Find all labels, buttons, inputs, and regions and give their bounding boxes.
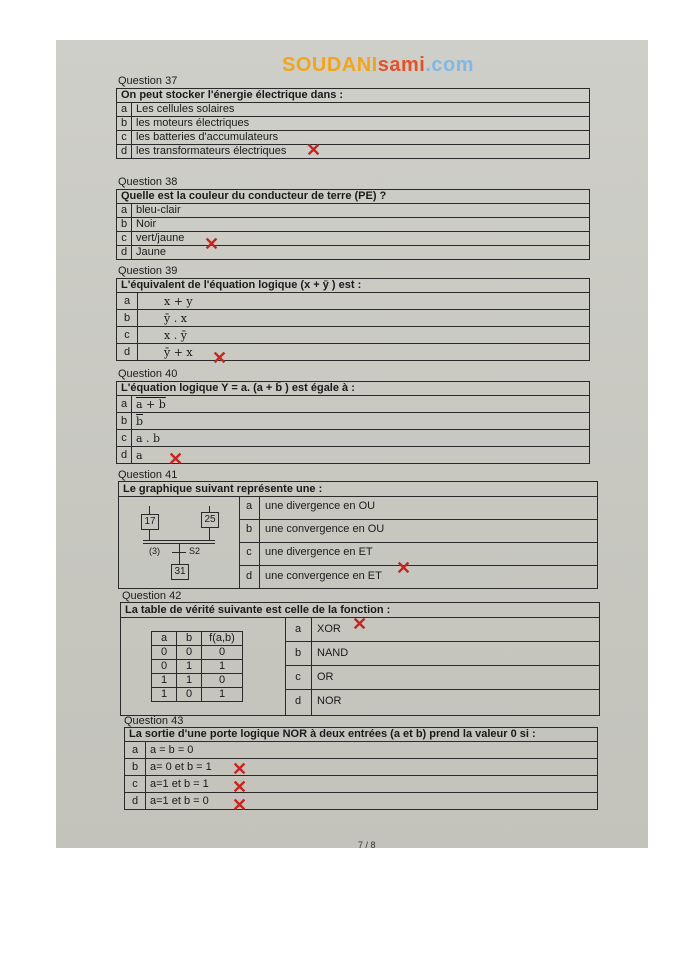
option-letter: c	[125, 776, 146, 793]
option-letter: d	[117, 344, 138, 361]
question-40-table	[116, 381, 590, 464]
option-letter: d	[117, 145, 132, 159]
grafcet-step: 25	[201, 512, 219, 528]
option-row[interactable]	[117, 246, 590, 260]
answer-mark-icon: ✕	[352, 614, 368, 634]
link-line	[149, 506, 150, 514]
exam-sheet	[56, 40, 648, 848]
logo-part-1: SOUDANI	[282, 54, 378, 76]
option-text: $\overline{b}$	[132, 413, 590, 430]
option-text[interactable]: NOR	[317, 695, 342, 707]
option-text: x + y	[138, 293, 590, 310]
question-39-table	[116, 278, 590, 361]
option-text: bleu-clair	[132, 204, 590, 218]
option-row[interactable]	[117, 327, 590, 344]
truth-table-cell: 0	[152, 660, 177, 674]
option-letter: a	[245, 500, 253, 512]
option-text: x . ȳ	[138, 327, 590, 344]
option-letter: d	[117, 246, 132, 260]
option-text: Les cellules solaires	[132, 103, 590, 117]
answer-mark-icon: ✕	[232, 777, 248, 797]
option-letter: d	[245, 570, 253, 582]
question-41-label: Question 41	[118, 469, 178, 481]
option-row[interactable]	[125, 759, 598, 776]
answer-mark-icon: ✕	[396, 558, 412, 578]
option-letter: b	[117, 413, 132, 430]
answer-mark-icon: ✕	[212, 348, 228, 368]
answer-mark-icon: ✕	[232, 759, 248, 779]
question-37-header: On peut stocker l'énergie électrique dans :	[117, 89, 590, 103]
option-text: a	[132, 447, 590, 464]
option-letter: d	[117, 447, 132, 464]
option-text: a = b = 0	[146, 742, 598, 759]
option-letter: c	[117, 232, 132, 246]
question-37-table	[116, 88, 590, 159]
option-letter: a	[117, 293, 138, 310]
option-text: Jaune	[132, 246, 590, 260]
option-text[interactable]: une convergence en OU	[265, 523, 385, 535]
option-row[interactable]	[117, 310, 590, 327]
question-37-label: Question 37	[118, 75, 178, 87]
truth-table-header: a	[152, 632, 177, 646]
option-row[interactable]	[117, 344, 590, 361]
question-40-label: Question 40	[118, 368, 178, 380]
option-text: a= 0 et b = 1	[146, 759, 598, 776]
truth-table-cell: 1	[177, 660, 202, 674]
link-line	[179, 544, 180, 564]
option-text: a + b	[132, 396, 590, 413]
truth-table-cell: 1	[152, 674, 177, 688]
divider	[119, 496, 597, 497]
grafcet-step: 17	[141, 514, 159, 530]
option-letter: a	[117, 103, 132, 117]
question-42-label: Question 42	[122, 590, 182, 602]
transition-bar	[172, 552, 186, 553]
question-41-box	[118, 481, 598, 589]
question-43-table	[124, 727, 598, 810]
answer-mark-icon: ✕	[306, 140, 322, 160]
option-text: les batteries d'accumulateurs	[132, 131, 590, 145]
answer-mark-icon: ✕	[204, 234, 220, 254]
option-row[interactable]	[117, 117, 590, 131]
option-letter: d	[125, 793, 146, 810]
truth-table	[151, 631, 243, 702]
option-text: a=1 et b = 0	[146, 793, 598, 810]
option-text: a . b	[132, 430, 590, 447]
truth-table-header: f(a,b)	[202, 632, 243, 646]
option-text[interactable]: une divergence en ET	[265, 546, 373, 558]
option-letter: c	[117, 430, 132, 447]
divider	[285, 665, 599, 666]
option-letter: a	[294, 623, 302, 635]
option-letter: c	[117, 131, 132, 145]
truth-table-cell: 0	[177, 646, 202, 660]
question-39-label: Question 39	[118, 265, 178, 277]
option-letter: c	[117, 327, 138, 344]
question-39-header: L'équivalent de l'équation logique (x + ȳ ) est :	[117, 279, 590, 293]
option-row[interactable]	[117, 218, 590, 232]
option-row[interactable]	[117, 103, 590, 117]
question-38-header: Quelle est la couleur du conducteur de terre (PE) ?	[117, 190, 590, 204]
option-text[interactable]: XOR	[317, 623, 341, 635]
option-row[interactable]	[117, 430, 590, 447]
question-38-label: Question 38	[118, 176, 178, 188]
option-text[interactable]: une divergence en OU	[265, 500, 376, 512]
link-line	[209, 506, 210, 512]
truth-table-cell: 0	[177, 688, 202, 702]
option-letter: b	[117, 218, 132, 232]
option-row[interactable]	[117, 232, 590, 246]
grafcet-step: 31	[171, 564, 189, 580]
option-row[interactable]	[117, 413, 590, 430]
option-row[interactable]	[117, 396, 590, 413]
option-letter: b	[125, 759, 146, 776]
option-row[interactable]	[117, 447, 590, 464]
truth-table-cell: 1	[177, 674, 202, 688]
option-letter: a	[117, 396, 132, 413]
link-line	[149, 530, 150, 540]
option-text: ȳ + x	[138, 344, 590, 361]
transition-label: S2	[189, 546, 201, 556]
truth-table-cell: 0	[202, 646, 243, 660]
truth-table-cell: 1	[202, 660, 243, 674]
option-letter: a	[117, 204, 132, 218]
truth-table-header: b	[177, 632, 202, 646]
question-42-header: La table de vérité suivante est celle de la fonction :	[125, 604, 391, 616]
link-line	[209, 528, 210, 540]
option-row[interactable]	[125, 793, 598, 810]
option-text: les transformateurs électriques	[132, 145, 590, 159]
option-text: Noir	[132, 218, 590, 232]
option-text: les moteurs électriques	[132, 117, 590, 131]
option-letter: a	[125, 742, 146, 759]
question-43-header: La sortie d'une porte logique NOR à deux entrées (a et b) prend la valeur 0 si :	[125, 728, 598, 742]
truth-table-cell: 0	[202, 674, 243, 688]
divider	[285, 689, 599, 690]
logo-part-3: .com	[425, 54, 475, 76]
option-letter: d	[294, 695, 302, 707]
transition-number: (3)	[149, 546, 160, 556]
option-text: vert/jaune	[132, 232, 590, 246]
site-logo	[282, 54, 474, 77]
option-row[interactable]	[125, 742, 598, 759]
option-letter: b	[245, 523, 253, 535]
truth-table-cell: 1	[152, 688, 177, 702]
grafcet-diagram	[139, 506, 225, 586]
question-41-header: Le graphique suivant représente une :	[123, 483, 323, 495]
option-text[interactable]: NAND	[317, 647, 349, 659]
question-40-header: L'équation logique Y = a. (a + b̄ ) est égale à :	[117, 382, 590, 396]
option-text[interactable]: une convergence en ET	[265, 570, 382, 582]
option-row[interactable]	[117, 145, 590, 159]
option-text: ȳ . x	[138, 310, 590, 327]
question-43-label: Question 43	[124, 715, 184, 727]
option-row[interactable]	[117, 204, 590, 218]
option-row[interactable]	[117, 293, 590, 310]
divider	[239, 519, 597, 520]
divider	[285, 641, 599, 642]
option-letter: b	[117, 310, 138, 327]
truth-table-cell: 1	[202, 688, 243, 702]
logo-part-2: sami	[377, 54, 426, 76]
answer-mark-icon: ✕	[168, 449, 184, 469]
option-letter: b	[294, 647, 302, 659]
divider	[239, 542, 597, 543]
option-row[interactable]	[125, 776, 598, 793]
answer-mark-icon: ✕	[232, 795, 248, 815]
divider	[311, 617, 312, 715]
truth-table-cell: 0	[152, 646, 177, 660]
page-number: 7 / 8	[358, 840, 376, 850]
divider	[239, 565, 597, 566]
option-row[interactable]	[117, 131, 590, 145]
convergence-line	[143, 540, 215, 541]
question-38-table	[116, 189, 590, 260]
option-text[interactable]: OR	[317, 671, 334, 683]
option-letter: b	[117, 117, 132, 131]
option-letter: c	[246, 546, 252, 558]
option-text: a=1 et b = 1	[146, 776, 598, 793]
option-letter: c	[295, 671, 301, 683]
